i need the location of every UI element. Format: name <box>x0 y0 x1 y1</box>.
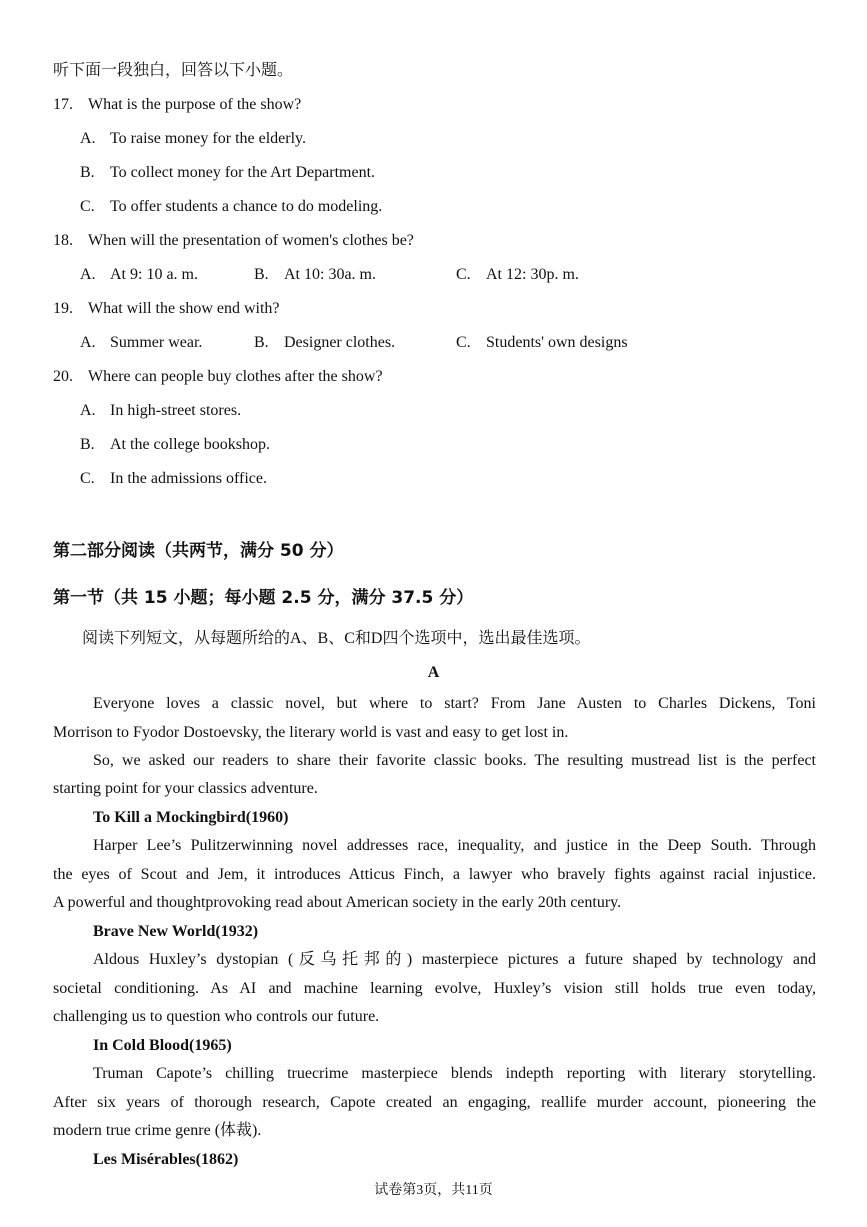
reading-instruction: 阅读下列短文，从每题所给的A、B、C和D四个选项中，选出最佳选项。 <box>82 630 591 647</box>
book-title-brave-new-world: Brave New World(1932) <box>93 923 259 940</box>
option-19a <box>80 332 202 354</box>
section-title: 第一节（共 15 小题；每小题 2.5 分，满分 37.5 分） <box>53 588 474 608</box>
option-text: To offer students a chance to do modeling. <box>110 198 383 215</box>
book-1-line-1: Harper Lee’s Pulitzerwinning novel addresses race, inequality, and justice in the Deep South. Through <box>93 837 816 854</box>
question-number: 18. <box>53 232 73 249</box>
option-18c <box>456 264 579 286</box>
question-number: 20. <box>53 368 73 385</box>
option-20a <box>80 400 241 422</box>
paragraph-1-line-2: Morrison to Fyodor Dostoevsky, the literary world is vast and easy to get lost in. <box>53 724 569 741</box>
option-19c <box>456 332 628 354</box>
listening-intro: 听下面一段独白，回答以下小题。 <box>53 62 294 79</box>
option-text: To collect money for the Art Department. <box>110 164 376 181</box>
book-1-line-3: A powerful and thoughtprovoking read about American society in the early 20th century. <box>53 894 622 911</box>
option-17b <box>80 162 375 184</box>
option-text: At 9: 10 a. m. <box>110 266 198 283</box>
option-text: In high-street stores. <box>110 402 242 419</box>
paragraph-2-line-1: So, we asked our readers to share their favorite classic books. The resulting mustread list is the perfect <box>93 752 816 769</box>
book-title-mockingbird: To Kill a Mockingbird(1960) <box>93 809 289 826</box>
option-19b <box>254 332 395 354</box>
option-letter: B. <box>254 334 269 351</box>
option-20c <box>80 468 267 490</box>
question-text: Where can people buy clothes after the show? <box>88 368 383 385</box>
option-letter: A. <box>80 130 96 147</box>
option-text: To raise money for the elderly. <box>110 130 306 147</box>
paragraph-2-line-2: starting point for your classics adventure. <box>53 780 318 797</box>
question-18 <box>53 230 414 252</box>
option-text: In the admissions office. <box>110 470 268 487</box>
question-text: What is the purpose of the show? <box>88 96 302 113</box>
option-letter: B. <box>80 436 95 453</box>
option-18b <box>254 264 376 286</box>
option-text: Summer wear. <box>110 334 203 351</box>
option-text: At the college bookshop. <box>110 436 270 453</box>
question-text: When will the presentation of women's clothes be? <box>88 232 414 249</box>
option-letter: C. <box>80 198 95 215</box>
part-title: 第二部分阅读（共两节，满分 50 分） <box>53 541 344 561</box>
option-text: At 12: 30p. m. <box>486 266 579 283</box>
option-letter: C. <box>456 266 471 283</box>
option-letter: A. <box>80 402 96 419</box>
question-number: 19. <box>53 300 73 317</box>
option-text: At 10: 30a. m. <box>284 266 376 283</box>
book-3-line-2: After six years of thorough research, Capote created an engaging, reallife murder account, pioneering the <box>53 1094 816 1111</box>
question-20 <box>53 366 383 388</box>
question-number: 17. <box>53 96 73 113</box>
book-2-line-3: challenging us to question who controls our future. <box>53 1008 380 1025</box>
book-3-line-1: Truman Capote’s chilling truecrime masterpiece blends indepth reporting with literary storytelling. <box>93 1065 816 1082</box>
option-letter: A. <box>80 266 96 283</box>
question-19 <box>53 298 280 320</box>
passage-label: A <box>427 664 440 681</box>
page-footer: 试卷第3页，共11页 <box>374 1183 493 1198</box>
option-letter: A. <box>80 334 96 351</box>
book-3-line-3: modern true crime genre (体裁). <box>53 1122 262 1139</box>
question-text: What will the show end with? <box>88 300 280 317</box>
option-letter: B. <box>80 164 95 181</box>
book-2-line-1: Aldous Huxley’s dystopian (反乌托邦的) masterpiece pictures a future shaped by technology and <box>93 951 816 968</box>
option-letter: C. <box>456 334 471 351</box>
option-17c <box>80 196 382 218</box>
question-17 <box>53 94 301 116</box>
book-title-les-miserables: Les Misérables(1862) <box>93 1151 239 1168</box>
option-17a <box>80 128 306 150</box>
option-letter: C. <box>80 470 95 487</box>
option-20b <box>80 434 270 456</box>
option-text: Students' own designs <box>486 334 628 351</box>
book-1-line-2: the eyes of Scout and Jem, it introduces Atticus Finch, a lawyer who bravely fights against racial injustice. <box>53 866 816 883</box>
book-title-in-cold-blood: In Cold Blood(1965) <box>93 1037 232 1054</box>
option-letter: B. <box>254 266 269 283</box>
option-text: Designer clothes. <box>284 334 396 351</box>
option-18a <box>80 264 198 286</box>
paragraph-1-line-1: Everyone loves a classic novel, but where to start? From Jane Austen to Charles Dickens, Toni <box>93 695 816 712</box>
book-2-line-2: societal conditioning. As AI and machine learning evolve, Huxley’s vision still holds true even today, <box>53 980 816 997</box>
